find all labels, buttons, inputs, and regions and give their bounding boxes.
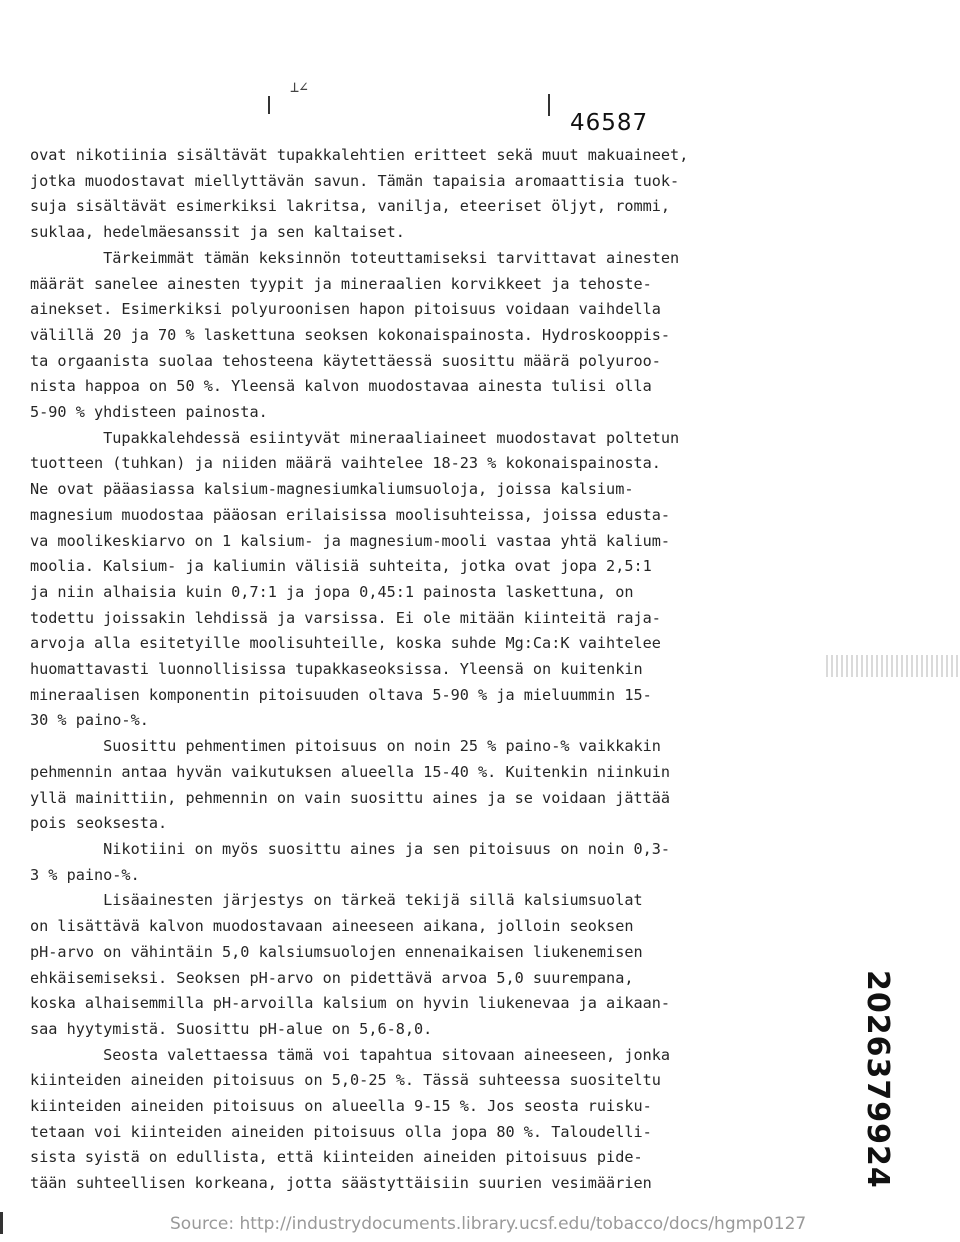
text-line: Nikotiini on myös suosittu aines ja sen pitoisuus on noin 0,3- bbox=[30, 839, 671, 858]
text-line: Suosittu pehmentimen pitoisuus on noin 25 % paino-% vaikkakin bbox=[30, 737, 661, 756]
text-line: saa hyytymistä. Suosittu pH-alue on 5,6-8,0. bbox=[30, 1019, 433, 1038]
text-line: pois seoksesta. bbox=[30, 814, 168, 833]
text-line: ja niin alhaisia kuin 0,7:1 ja jopa 0,45:1 painosta laskettuna, on bbox=[30, 582, 634, 601]
text-line: pH-arvo on vähintäin 5,0 kalsiumsuolojen ennenaikaisen liukenemisen bbox=[30, 942, 643, 961]
body-text bbox=[30, 143, 770, 1197]
text-line: suja sisältävät esimerkiksi lakritsa, vanilja, eteeriset öljyt, rommi, bbox=[30, 197, 671, 216]
margin-mark bbox=[268, 96, 270, 114]
text-line: kiinteiden aineiden pitoisuus on alueella 9-15 %. Jos seosta ruisku- bbox=[30, 1097, 652, 1116]
text-line: 5-90 % yhdisteen painosta. bbox=[30, 403, 268, 422]
text-line: Ne ovat pääasiassa kalsium-magnesiumkaliumsuoloja, joissa kalsium- bbox=[30, 480, 634, 499]
text-line: huomattavasti luonnollisissa tupakkaseoksissa. Yleensä on kuitenkin bbox=[30, 660, 643, 679]
text-line: arvoja alla esitetyille moolisuhteille, koska suhde Mg:Ca:K vaihtelee bbox=[30, 634, 661, 653]
text-line: tuotteen (tuhkan) ja niiden määrä vaihtelee 18-23 % kokonaispainosta. bbox=[30, 454, 661, 473]
text-line: ta orgaanista suolaa tehosteena käytettäessä suosittu määrä polyuroo- bbox=[30, 351, 661, 370]
text-line: määrät sanelee ainesten tyypit ja mineraalien korvikkeet ja tehoste- bbox=[30, 274, 652, 293]
text-line: Seosta valettaessa tämä voi tapahtua sitovaan aineeseen, jonka bbox=[30, 1045, 671, 1064]
document-id: 2026379924 bbox=[860, 970, 895, 1189]
text-line: koska alhaisemmilla pH-arvoilla kalsium on hyvin liukenevaa ja aikaan- bbox=[30, 994, 671, 1013]
text-line: suklaa, hedelmäesanssit ja sen kaltaiset. bbox=[30, 223, 405, 242]
text-line: va moolikeskiarvo on 1 kalsium- ja magnesium-mooli vastaa yhtä kalium- bbox=[30, 531, 671, 550]
text-line: sista syistä on edullista, että kiinteiden aineiden pitoisuus pide- bbox=[30, 1148, 643, 1167]
text-line: Lisäainesten järjestys on tärkeä tekijä sillä kalsiumsuolat bbox=[30, 891, 643, 910]
text-line: tään suhteellisen korkeana, jotta säästyttäisiin suurien vesimäärien bbox=[30, 1174, 652, 1193]
text-line: todettu joissakin lehdissä ja varsissa. Ei ole mitään kiinteitä raja- bbox=[30, 608, 661, 627]
text-line: ovat nikotiinia sisältävät tupakkalehtien eritteet sekä muut makuaineet, bbox=[30, 146, 689, 164]
text-line: on lisättävä kalvon muodostavaan aineeseen aikana, jolloin seoksen bbox=[30, 917, 634, 936]
text-line: Tärkeimmät tämän keksinnön toteuttamiseksi tarvittavat ainesten bbox=[30, 248, 680, 267]
text-line: moolia. Kalsium- ja kaliumin välisiä suhteita, jotka ovat jopa 2,5:1 bbox=[30, 557, 652, 576]
text-line: pehmennin antaa hyvän vaikutuksen alueella 15-40 %. Kuitenkin niinkuin bbox=[30, 762, 671, 781]
text-line: ehkäisemiseksi. Seoksen pH-arvo on pidettävä arvoa 5,0 suurempana, bbox=[30, 968, 634, 987]
scan-noise bbox=[826, 655, 960, 677]
page-number: 46587 bbox=[570, 110, 649, 136]
margin-mark bbox=[0, 1212, 3, 1234]
text-line: välillä 20 ja 70 % laskettuna seoksen kokonaispainosta. Hydroskooppis- bbox=[30, 325, 671, 344]
text-line: Tupakkalehdessä esiintyvät mineraaliaineet muodostavat poltetun bbox=[30, 428, 680, 447]
text-line: mineraalisen komponentin pitoisuuden oltava 5-90 % ja mieluummin 15- bbox=[30, 685, 652, 704]
top-mark: ⊥∠ bbox=[290, 78, 309, 96]
source-footer: Source: http://industrydocuments.library.ucsf.edu/tobacco/docs/hgmp0127 bbox=[170, 1214, 807, 1234]
margin-mark bbox=[548, 94, 550, 116]
text-line: tetaan voi kiinteiden aineiden pitoisuus olla jopa 80 %. Taloudelli- bbox=[30, 1122, 652, 1141]
text-line: magnesium muodostaa pääosan erilaisissa moolisuhteissa, joissa edusta- bbox=[30, 505, 671, 524]
text-line: 3 % paino-%. bbox=[30, 865, 140, 884]
text-line: ainekset. Esimerkiksi polyuroonisen hapon pitoisuus voidaan vaihdella bbox=[30, 300, 661, 319]
text-line: nista happoa on 50 %. Yleensä kalvon muodostavaa ainesta tulisi olla bbox=[30, 377, 652, 396]
text-line: 30 % paino-%. bbox=[30, 711, 149, 730]
text-line: yllä mainittiin, pehmennin on vain suosittu aines ja se voidaan jättää bbox=[30, 788, 671, 807]
text-line: jotka muodostavat miellyttävän savun. Tämän tapaisia aromaattisia tuok- bbox=[30, 171, 680, 190]
text-line: kiinteiden aineiden pitoisuus on 5,0-25 %. Tässä suhteessa suositeltu bbox=[30, 1071, 661, 1090]
